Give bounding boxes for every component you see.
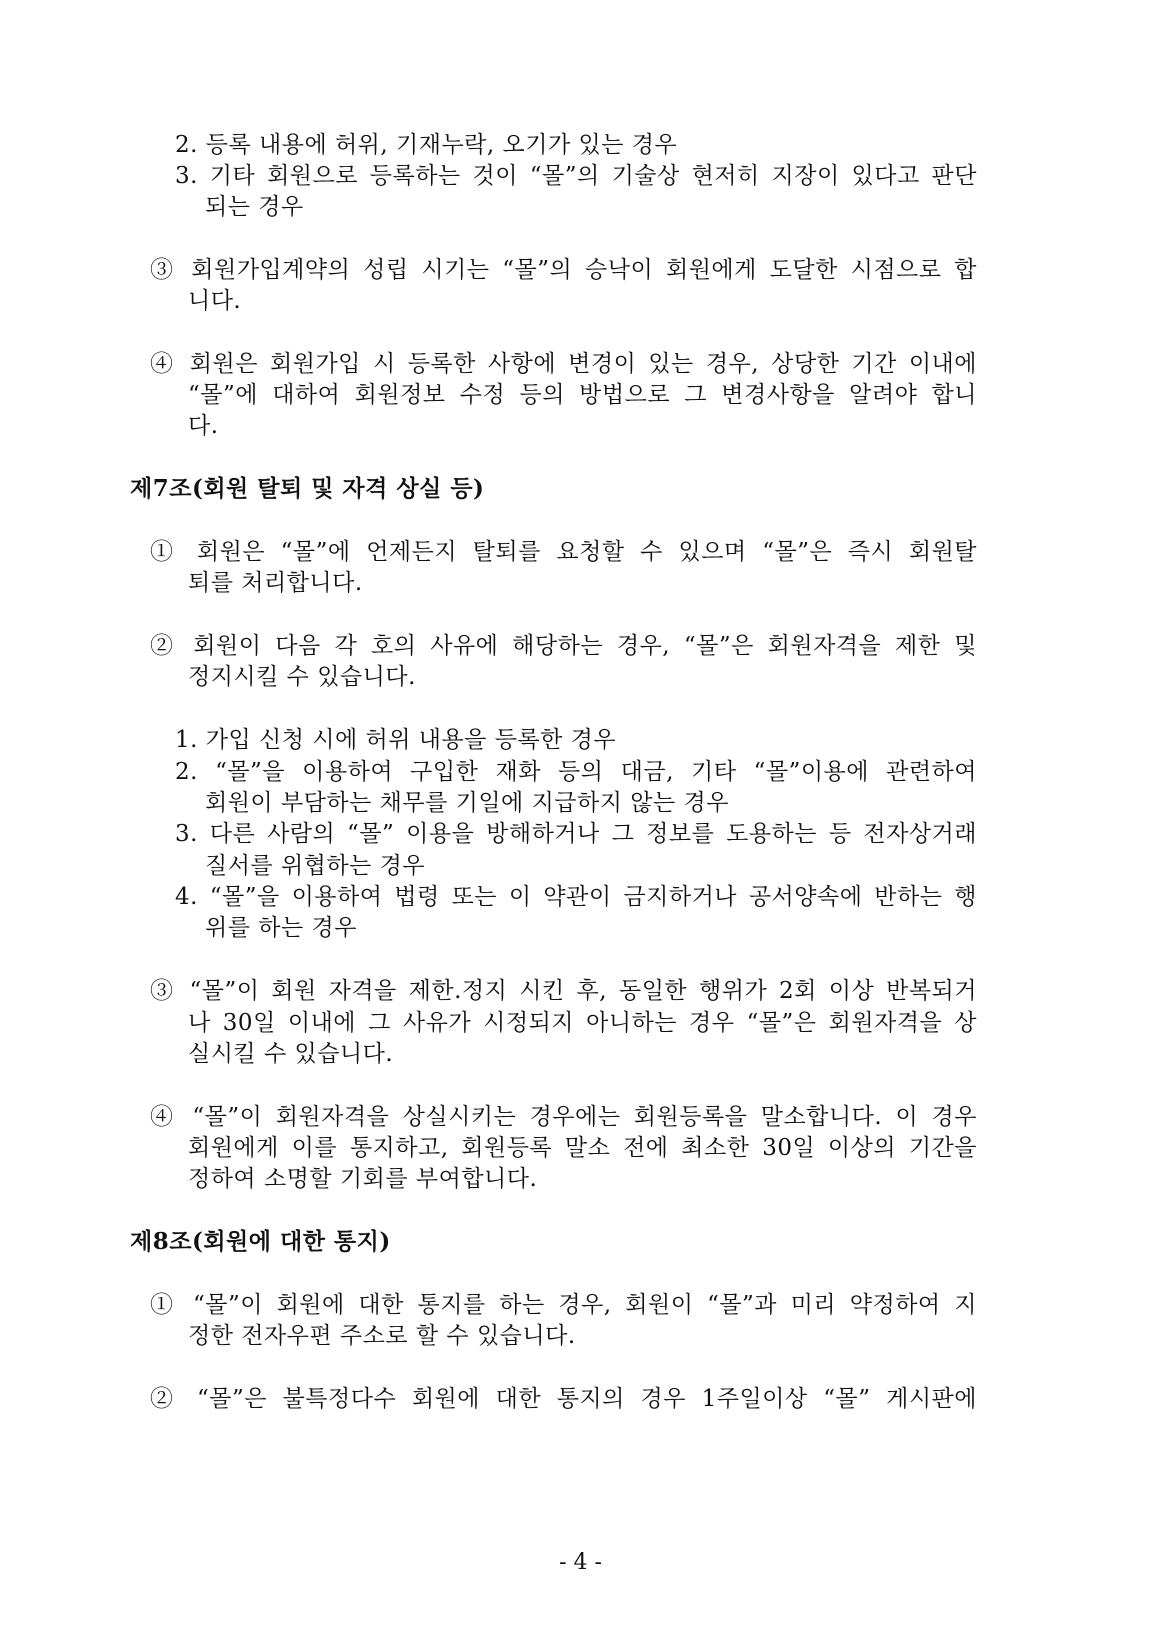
paragraph: ① 회원은 “몰”에 언제든지 탈퇴를 요청할 수 있으며 “몰”은 즉시 회원탈 bbox=[150, 539, 977, 565]
list-item: 3. 기타 회원으로 등록하는 것이 “몰”의 기술상 현저히 지장이 있다고 판단 bbox=[175, 163, 977, 189]
paragraph: ① “몰”이 회원에 대한 통지를 하는 경우, 회원이 “몰”과 미리 약정하여 지 bbox=[150, 1292, 977, 1318]
paragraph: ② 회원이 다음 각 호의 사유에 해당하는 경우, “몰”은 회원자격을 제한 및 bbox=[150, 633, 977, 659]
paragraph-continuation: “몰”에 대하여 회원정보 수정 등의 방법으로 그 변경사항을 알려야 합니 bbox=[188, 382, 977, 408]
article-heading: 제8조(회원에 대한 통지) bbox=[130, 1228, 391, 1255]
list-item-continuation: 질서를 위협하는 경우 bbox=[205, 853, 426, 879]
paragraph-continuation: 실시킬 수 있습니다. bbox=[188, 1041, 394, 1067]
list-item: 3. 다른 사람의 “몰” 이용을 방해하거나 그 정보를 도용하는 등 전자상거래 bbox=[175, 821, 977, 847]
list-item-continuation: 회원이 부담하는 채무를 기일에 지급하지 않는 경우 bbox=[205, 790, 729, 816]
list-item: 4. “몰”을 이용하여 법령 또는 이 약관이 금지하거나 공서양속에 반하는 행 bbox=[175, 884, 977, 910]
article-heading: 제7조(회원 탈퇴 및 자격 상실 등) bbox=[130, 475, 485, 502]
paragraph-continuation: 니다. bbox=[188, 288, 242, 314]
paragraph-continuation: 회원에게 이를 통지하고, 회원등록 말소 전에 최소한 30일 이상의 기간을 bbox=[188, 1135, 977, 1161]
paragraph: ③ 회원가입계약의 성립 시기는 “몰”의 승낙이 회원에게 도달한 시점으로 합 bbox=[150, 257, 977, 283]
paragraph-continuation: 정한 전자우편 주소로 할 수 있습니다. bbox=[188, 1323, 576, 1349]
list-item: 1. 가입 신청 시에 허위 내용을 등록한 경우 bbox=[175, 727, 617, 753]
paragraph-continuation: 정하여 소명할 기회를 부여합니다. bbox=[188, 1166, 538, 1192]
paragraph: ④ “몰”이 회원자격을 상실시키는 경우에는 회원등록을 말소합니다. 이 경우 bbox=[150, 1104, 977, 1130]
paragraph: ④ 회원은 회원가입 시 등록한 사항에 변경이 있는 경우, 상당한 기간 이내에 bbox=[150, 351, 977, 377]
list-item: 2. 등록 내용에 허위, 기재누락, 오기가 있는 경우 bbox=[175, 132, 678, 158]
paragraph-continuation: 나 30일 이내에 그 사유가 시정되지 아니하는 경우 “몰”은 회원자격을 상 bbox=[188, 1010, 977, 1036]
paragraph-continuation: 정지시킬 수 있습니다. bbox=[188, 664, 416, 690]
page-number: - 4 - bbox=[559, 1550, 602, 1575]
paragraph-continuation: 퇴를 처리합니다. bbox=[188, 570, 363, 596]
list-item: 2. “몰”을 이용하여 구입한 재화 등의 대금, 기타 “몰”이용에 관련하여 bbox=[175, 759, 977, 785]
list-item-continuation: 되는 경우 bbox=[205, 194, 304, 220]
paragraph: ③ “몰”이 회원 자격을 제한.정지 시킨 후, 동일한 행위가 2회 이상 반복되거 bbox=[150, 978, 977, 1004]
paragraph: ② “몰”은 불특정다수 회원에 대한 통지의 경우 1주일이상 “몰” 게시판에 bbox=[150, 1386, 977, 1412]
list-item-continuation: 위를 하는 경우 bbox=[205, 915, 357, 941]
paragraph-continuation: 다. bbox=[188, 413, 219, 439]
